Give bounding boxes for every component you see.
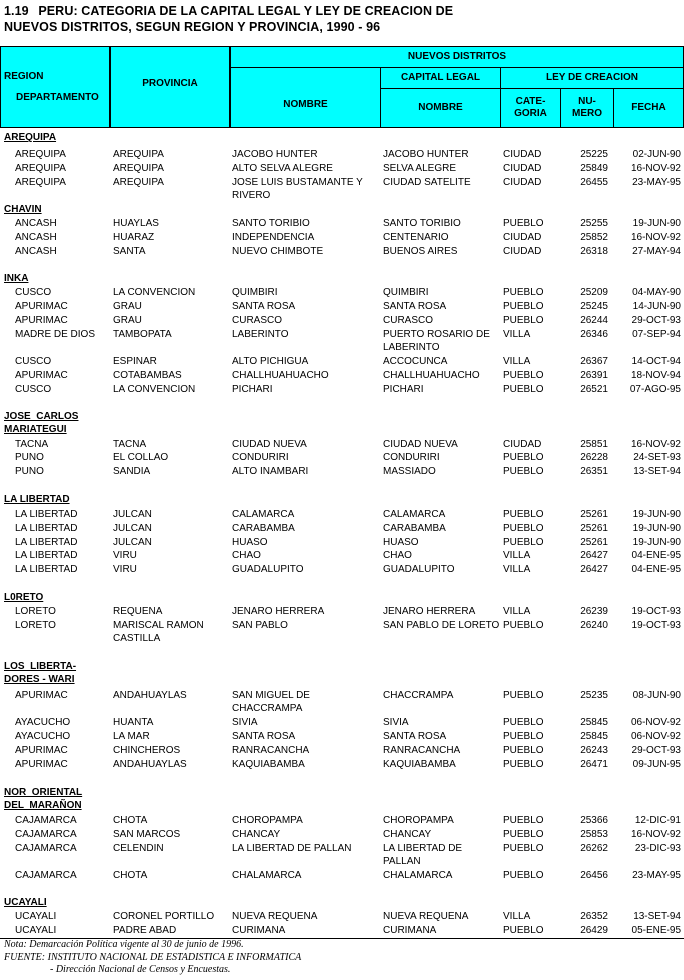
header-categoria: CATE- GORIA bbox=[500, 88, 561, 128]
cell-departamento: LA LIBERTAD bbox=[15, 550, 78, 561]
cell-provincia: LA MAR bbox=[113, 731, 150, 742]
cell-categoria: VILLA bbox=[503, 329, 531, 340]
cell-departamento: CAJAMARCA bbox=[15, 843, 77, 854]
cell-nombre: CHAO bbox=[232, 550, 261, 561]
cell-nombre: QUIMBIRI bbox=[232, 287, 278, 298]
cell-numero: 25852 bbox=[580, 232, 608, 243]
cell-departamento: CAJAMARCA bbox=[15, 829, 77, 840]
cell-fecha: 14-OCT-94 bbox=[631, 356, 681, 367]
cell-fecha: 23-MAY-95 bbox=[632, 177, 681, 188]
cell-nombre: SANTA ROSA bbox=[232, 301, 296, 312]
cell-departamento: APURIMAC bbox=[15, 315, 68, 326]
cell-categoria: PUEBLO bbox=[503, 452, 544, 463]
cell-provincia: JULCAN bbox=[113, 523, 152, 534]
cell-departamento: LORETO bbox=[15, 606, 56, 617]
cell-categoria: PUEBLO bbox=[503, 829, 544, 840]
cell-capital: CARABAMBA bbox=[383, 523, 446, 534]
cell-provincia: JULCAN bbox=[113, 537, 152, 548]
cell-departamento: ANCASH bbox=[15, 218, 57, 229]
cell-departamento: APURIMAC bbox=[15, 690, 68, 701]
cell-nombre: CALAMARCA bbox=[232, 509, 295, 520]
cell-nombre: CHALLHUAHUACHO bbox=[232, 370, 329, 381]
cell-numero: 26351 bbox=[580, 466, 608, 477]
cell-capital: CHALAMARCA bbox=[383, 870, 453, 881]
header-provincia: PROVINCIA bbox=[110, 46, 230, 128]
cell-numero: 26521 bbox=[580, 384, 608, 395]
cell-capital: SANTO TORIBIO bbox=[383, 218, 461, 229]
header-nuevos-distritos: NUEVOS DISTRITOS bbox=[230, 46, 684, 68]
header-ley-creacion: LEY DE CREACION bbox=[500, 67, 684, 89]
cell-nombre: HUASO bbox=[232, 537, 268, 548]
cell-capital: SANTA ROSA bbox=[383, 731, 447, 742]
cell-capital: CHACCRAMPA bbox=[383, 690, 454, 701]
cell-departamento: CAJAMARCA bbox=[15, 870, 77, 881]
cell-nombre: RANRACANCHA bbox=[232, 745, 310, 756]
cell-nombre: CIUDAD NUEVA bbox=[232, 439, 307, 450]
cell-capital: CONDURIRI bbox=[383, 452, 440, 463]
cell-categoria: PUEBLO bbox=[503, 815, 544, 826]
cell-fecha: 29-OCT-93 bbox=[631, 315, 681, 326]
cell-capital: RANRACANCHA bbox=[383, 745, 461, 756]
cell-numero: 26455 bbox=[580, 177, 608, 188]
cell-capital: CHOROPAMPA bbox=[383, 815, 454, 826]
note: Nota: Demarcación Política vigente al 30 de junio de 1996. bbox=[4, 939, 244, 950]
cell-fecha: 19-JUN-90 bbox=[632, 218, 681, 229]
cell-fecha: 16-NOV-92 bbox=[630, 439, 681, 450]
cell-provincia: GRAU bbox=[113, 315, 142, 326]
cell-departamento: AREQUIPA bbox=[15, 177, 66, 188]
cell-fecha: 08-JUN-90 bbox=[632, 690, 681, 701]
cell-numero: 26391 bbox=[580, 370, 608, 381]
cell-nombre: NUEVO CHIMBOTE bbox=[232, 246, 324, 257]
cell-fecha: 04-MAY-90 bbox=[632, 287, 681, 298]
cell-nombre: KAQUIABAMBA bbox=[232, 759, 305, 770]
cell-nombre: ALTO INAMBARI bbox=[232, 466, 309, 477]
cell-provincia: GRAU bbox=[113, 301, 142, 312]
group-label: JOSE CARLOS MARIATEGUI bbox=[4, 411, 79, 436]
cell-capital: CIUDAD NUEVA bbox=[383, 439, 458, 450]
cell-provincia: LA CONVENCION bbox=[113, 287, 196, 298]
cell-fecha: 19-JUN-90 bbox=[632, 537, 681, 548]
cell-provincia: JULCAN bbox=[113, 509, 152, 520]
page-title bbox=[4, 3, 684, 35]
cell-capital: PUERTO ROSARIO DE LABERINTO bbox=[383, 329, 490, 354]
cell-fecha: 06-NOV-92 bbox=[630, 717, 681, 728]
cell-provincia: HUARAZ bbox=[113, 232, 155, 243]
cell-fecha: 04-ENE-95 bbox=[631, 564, 681, 575]
cell-categoria: PUEBLO bbox=[503, 717, 544, 728]
cell-categoria: PUEBLO bbox=[503, 218, 544, 229]
cell-nombre: LA LIBERTAD DE PALLAN bbox=[232, 843, 352, 854]
cell-fecha: 07-SEP-94 bbox=[632, 329, 681, 340]
cell-categoria: VILLA bbox=[503, 606, 531, 617]
cell-numero: 25845 bbox=[580, 731, 608, 742]
cell-provincia: SANDIA bbox=[113, 466, 151, 477]
cell-nombre: LABERINTO bbox=[232, 329, 289, 340]
cell-provincia: COTABAMBAS bbox=[113, 370, 182, 381]
cell-categoria: PUEBLO bbox=[503, 759, 544, 770]
cell-categoria: CIUDAD bbox=[503, 232, 542, 243]
cell-fecha: 16-NOV-92 bbox=[630, 829, 681, 840]
cell-fecha: 07-AGO-95 bbox=[629, 384, 681, 395]
cell-numero: 26456 bbox=[580, 870, 608, 881]
cell-provincia: TAMBOPATA bbox=[113, 329, 172, 340]
cell-categoria: PUEBLO bbox=[503, 731, 544, 742]
cell-provincia: MARISCAL RAMON CASTILLA bbox=[113, 620, 204, 645]
cell-provincia: AREQUIPA bbox=[113, 149, 164, 160]
title-line-2: NUEVOS DISTRITOS, SEGUN REGION Y PROVINCIA, 1990 - 96 bbox=[4, 20, 381, 34]
cell-provincia: CHOTA bbox=[113, 870, 148, 881]
cell-capital: SANTA ROSA bbox=[383, 301, 447, 312]
cell-nombre: INDEPENDENCIA bbox=[232, 232, 315, 243]
cell-capital: CIUDAD SATELITE bbox=[383, 177, 471, 188]
cell-capital: NUEVA REQUENA bbox=[383, 911, 469, 922]
cell-fecha: 16-NOV-92 bbox=[630, 163, 681, 174]
cell-nombre: JACOBO HUNTER bbox=[232, 149, 318, 160]
cell-nombre: CHALAMARCA bbox=[232, 870, 302, 881]
cell-nombre: SANTO TORIBIO bbox=[232, 218, 310, 229]
header-departamento: DEPARTAMENTO bbox=[16, 91, 99, 103]
cell-provincia: REQUENA bbox=[113, 606, 163, 617]
cell-provincia: PADRE ABAD bbox=[113, 925, 177, 936]
table-number: 1.19 bbox=[4, 4, 29, 18]
cell-categoria: CIUDAD bbox=[503, 439, 542, 450]
cell-departamento: UCAYALI bbox=[15, 925, 57, 936]
cell-numero: 26244 bbox=[580, 315, 608, 326]
cell-departamento: CUSCO bbox=[15, 356, 52, 367]
cell-numero: 25845 bbox=[580, 717, 608, 728]
cell-departamento: APURIMAC bbox=[15, 370, 68, 381]
cell-nombre: CHANCAY bbox=[232, 829, 281, 840]
cell-categoria: PUEBLO bbox=[503, 537, 544, 548]
cell-fecha: 18-NOV-94 bbox=[630, 370, 681, 381]
cell-provincia: VIRU bbox=[113, 564, 137, 575]
cell-departamento: ANCASH bbox=[15, 246, 57, 257]
cell-categoria: PUEBLO bbox=[503, 301, 544, 312]
cell-nombre: JENARO HERRERA bbox=[232, 606, 325, 617]
cell-categoria: VILLA bbox=[503, 564, 531, 575]
cell-departamento: UCAYALI bbox=[15, 911, 57, 922]
cell-provincia: AREQUIPA bbox=[113, 163, 164, 174]
cell-nombre: NUEVA REQUENA bbox=[232, 911, 318, 922]
cell-provincia: CELENDIN bbox=[113, 843, 164, 854]
cell-capital: CENTENARIO bbox=[383, 232, 449, 243]
cell-capital: JACOBO HUNTER bbox=[383, 149, 469, 160]
cell-fecha: 09-JUN-95 bbox=[632, 759, 681, 770]
cell-categoria: VILLA bbox=[503, 356, 531, 367]
cell-capital: LA LIBERTAD DE PALLAN bbox=[383, 843, 463, 868]
cell-provincia: TACNA bbox=[113, 439, 147, 450]
cell-nombre: CARABAMBA bbox=[232, 523, 295, 534]
cell-provincia: AREQUIPA bbox=[113, 177, 164, 188]
cell-fecha: 19-JUN-90 bbox=[632, 523, 681, 534]
cell-categoria: CIUDAD bbox=[503, 177, 542, 188]
cell-categoria: PUEBLO bbox=[503, 509, 544, 520]
cell-fecha: 06-NOV-92 bbox=[630, 731, 681, 742]
cell-departamento: APURIMAC bbox=[15, 301, 68, 312]
cell-departamento: AREQUIPA bbox=[15, 163, 66, 174]
cell-nombre: CHOROPAMPA bbox=[232, 815, 303, 826]
cell-categoria: PUEBLO bbox=[503, 870, 544, 881]
cell-departamento: APURIMAC bbox=[15, 759, 68, 770]
source: FUENTE: INSTITUTO NACIONAL DE ESTADISTICA E INFORMATICA bbox=[4, 951, 302, 963]
cell-capital: HUASO bbox=[383, 537, 419, 548]
cell-numero: 26367 bbox=[580, 356, 608, 367]
cell-capital: KAQUIABAMBA bbox=[383, 759, 456, 770]
cell-fecha: 19-OCT-93 bbox=[631, 620, 681, 631]
header-region: REGION bbox=[4, 70, 44, 82]
group-label: AREQUIPA bbox=[4, 132, 57, 143]
cell-capital: SIVIA bbox=[383, 717, 409, 728]
cell-nombre: ALTO SELVA ALEGRE bbox=[232, 163, 333, 174]
cell-departamento: CAJAMARCA bbox=[15, 815, 77, 826]
cell-fecha: 19-JUN-90 bbox=[632, 509, 681, 520]
cell-nombre: GUADALUPITO bbox=[232, 564, 304, 575]
cell-numero: 26471 bbox=[580, 759, 608, 770]
group-label: L0RETO bbox=[4, 592, 44, 603]
cell-departamento: ANCASH bbox=[15, 232, 57, 243]
cell-categoria: PUEBLO bbox=[503, 315, 544, 326]
cell-provincia: EL COLLAO bbox=[113, 452, 169, 463]
cell-numero: 25245 bbox=[580, 301, 608, 312]
group-label: NOR ORIENTAL DEL MARAÑON bbox=[4, 787, 83, 812]
cell-departamento: AREQUIPA bbox=[15, 149, 66, 160]
cell-provincia: HUAYLAS bbox=[113, 218, 159, 229]
cell-capital: QUIMBIRI bbox=[383, 287, 429, 298]
cell-capital: GUADALUPITO bbox=[383, 564, 455, 575]
cell-numero: 26427 bbox=[580, 564, 608, 575]
cell-nombre: CURASCO bbox=[232, 315, 283, 326]
cell-numero: 25255 bbox=[580, 218, 608, 229]
cell-categoria: VILLA bbox=[503, 911, 531, 922]
cell-categoria: PUEBLO bbox=[503, 925, 544, 936]
cell-capital: ACCOCUNCA bbox=[383, 356, 448, 367]
cell-departamento: AYACUCHO bbox=[15, 731, 71, 742]
cell-capital: CHAO bbox=[383, 550, 412, 561]
cell-categoria: PUEBLO bbox=[503, 466, 544, 477]
group-label: CHAVIN bbox=[4, 204, 42, 215]
header-nombre: NOMBRE bbox=[230, 67, 381, 128]
group-label: LOS LIBERTA- DORES - WARI bbox=[4, 661, 77, 686]
cell-categoria: PUEBLO bbox=[503, 523, 544, 534]
cell-numero: 26262 bbox=[580, 843, 608, 854]
cell-nombre: ALTO PICHIGUA bbox=[232, 356, 309, 367]
cell-categoria: PUEBLO bbox=[503, 370, 544, 381]
cell-nombre: CONDURIRI bbox=[232, 452, 289, 463]
cell-departamento: LA LIBERTAD bbox=[15, 564, 78, 575]
cell-provincia: HUANTA bbox=[113, 717, 154, 728]
cell-departamento: MADRE DE DIOS bbox=[15, 329, 96, 340]
cell-nombre: SIVIA bbox=[232, 717, 258, 728]
cell-departamento: PUNO bbox=[15, 466, 44, 477]
cell-departamento: CUSCO bbox=[15, 287, 52, 298]
cell-numero: 25366 bbox=[580, 815, 608, 826]
cell-capital: JENARO HERRERA bbox=[383, 606, 476, 617]
cell-numero: 26228 bbox=[580, 452, 608, 463]
cell-departamento: CUSCO bbox=[15, 384, 52, 395]
group-label: UCAYALI bbox=[4, 897, 47, 908]
source-detail: - Dirección Nacional de Censos y Encuestas. bbox=[50, 964, 231, 975]
cell-numero: 26243 bbox=[580, 745, 608, 756]
cell-numero: 25853 bbox=[580, 829, 608, 840]
cell-categoria: CIUDAD bbox=[503, 149, 542, 160]
cell-numero: 25851 bbox=[580, 439, 608, 450]
cell-provincia: SAN MARCOS bbox=[113, 829, 181, 840]
cell-departamento: LA LIBERTAD bbox=[15, 509, 78, 520]
cell-numero: 26346 bbox=[580, 329, 608, 340]
cell-fecha: 12-DIC-91 bbox=[634, 815, 681, 826]
cell-nombre: SAN MIGUEL DE CHACCRAMPA bbox=[232, 690, 310, 715]
cell-nombre: SAN PABLO bbox=[232, 620, 288, 631]
cell-numero: 26429 bbox=[580, 925, 608, 936]
cell-numero: 25261 bbox=[580, 509, 608, 520]
cell-fecha: 13-SET-94 bbox=[633, 911, 681, 922]
cell-fecha: 23-DIC-93 bbox=[634, 843, 681, 854]
cell-numero: 25261 bbox=[580, 537, 608, 548]
cell-fecha: 02-JUN-90 bbox=[632, 149, 681, 160]
header-fecha: FECHA bbox=[613, 88, 684, 128]
cell-capital: SAN PABLO DE LORETO bbox=[383, 620, 500, 631]
cell-fecha: 27-MAY-94 bbox=[632, 246, 681, 257]
cell-fecha: 23-MAY-95 bbox=[632, 870, 681, 881]
cell-provincia: ANDAHUAYLAS bbox=[113, 759, 187, 770]
cell-categoria: PUEBLO bbox=[503, 690, 544, 701]
cell-categoria: CIUDAD bbox=[503, 246, 542, 257]
cell-categoria: PUEBLO bbox=[503, 384, 544, 395]
cell-numero: 25235 bbox=[580, 690, 608, 701]
cell-fecha: 29-OCT-93 bbox=[631, 745, 681, 756]
cell-categoria: PUEBLO bbox=[503, 745, 544, 756]
cell-provincia: CORONEL PORTILLO bbox=[113, 911, 215, 922]
cell-capital: CHANCAY bbox=[383, 829, 432, 840]
cell-capital: CALAMARCA bbox=[383, 509, 446, 520]
cell-capital: SELVA ALEGRE bbox=[383, 163, 457, 174]
cell-nombre: JOSE LUIS BUSTAMANTE Y RIVERO bbox=[232, 177, 363, 202]
cell-departamento: TACNA bbox=[15, 439, 49, 450]
cell-fecha: 24-SET-93 bbox=[633, 452, 681, 463]
cell-capital: BUENOS AIRES bbox=[383, 246, 458, 257]
cell-categoria: PUEBLO bbox=[503, 287, 544, 298]
cell-categoria: CIUDAD bbox=[503, 163, 542, 174]
footnotes bbox=[4, 939, 301, 977]
cell-numero: 26352 bbox=[580, 911, 608, 922]
header-capital-nombre: NOMBRE bbox=[380, 88, 501, 128]
cell-numero: 26427 bbox=[580, 550, 608, 561]
cell-provincia: CHOTA bbox=[113, 815, 148, 826]
cell-departamento: LA LIBERTAD bbox=[15, 523, 78, 534]
cell-categoria: VILLA bbox=[503, 550, 531, 561]
cell-numero: 25209 bbox=[580, 287, 608, 298]
cell-numero: 26239 bbox=[580, 606, 608, 617]
cell-departamento: LORETO bbox=[15, 620, 56, 631]
cell-fecha: 13-SET-94 bbox=[633, 466, 681, 477]
cell-categoria: PUEBLO bbox=[503, 843, 544, 854]
cell-capital: PICHARI bbox=[383, 384, 424, 395]
table-header bbox=[0, 46, 684, 128]
cell-numero: 25261 bbox=[580, 523, 608, 534]
cell-departamento: PUNO bbox=[15, 452, 44, 463]
group-label: INKA bbox=[4, 273, 29, 284]
cell-capital: CURIMANA bbox=[383, 925, 437, 936]
title-line-1 bbox=[4, 3, 684, 19]
cell-fecha: 14-JUN-90 bbox=[632, 301, 681, 312]
cell-departamento: AYACUCHO bbox=[15, 717, 71, 728]
cell-fecha: 16-NOV-92 bbox=[630, 232, 681, 243]
title-text-1: PERU: CATEGORIA DE LA CAPITAL LEGAL Y LEY DE CREACION DE bbox=[38, 4, 454, 18]
cell-provincia: VIRU bbox=[113, 550, 137, 561]
cell-capital: CHALLHUAHUACHO bbox=[383, 370, 480, 381]
cell-departamento: APURIMAC bbox=[15, 745, 68, 756]
cell-fecha: 19-OCT-93 bbox=[631, 606, 681, 617]
cell-fecha: 05-ENE-95 bbox=[631, 925, 681, 936]
cell-numero: 26240 bbox=[580, 620, 608, 631]
cell-numero: 26318 bbox=[580, 246, 608, 257]
cell-provincia: ESPINAR bbox=[113, 356, 157, 367]
header-region-cell bbox=[0, 46, 110, 128]
cell-provincia: LA CONVENCION bbox=[113, 384, 196, 395]
cell-numero: 25225 bbox=[580, 149, 608, 160]
header-capital-legal: CAPITAL LEGAL bbox=[380, 67, 501, 89]
cell-departamento: LA LIBERTAD bbox=[15, 537, 78, 548]
cell-capital: MASSIADO bbox=[383, 466, 436, 477]
cell-numero: 25849 bbox=[580, 163, 608, 174]
cell-nombre: CURIMANA bbox=[232, 925, 286, 936]
cell-nombre: PICHARI bbox=[232, 384, 273, 395]
cell-provincia: ANDAHUAYLAS bbox=[113, 690, 187, 701]
cell-capital: CURASCO bbox=[383, 315, 434, 326]
cell-provincia: SANTA bbox=[113, 246, 146, 257]
cell-nombre: SANTA ROSA bbox=[232, 731, 296, 742]
cell-categoria: PUEBLO bbox=[503, 620, 544, 631]
group-label: LA LIBERTAD bbox=[4, 494, 70, 505]
header-numero: NU- MERO bbox=[560, 88, 614, 128]
cell-fecha: 04-ENE-95 bbox=[631, 550, 681, 561]
cell-provincia: CHINCHEROS bbox=[113, 745, 181, 756]
